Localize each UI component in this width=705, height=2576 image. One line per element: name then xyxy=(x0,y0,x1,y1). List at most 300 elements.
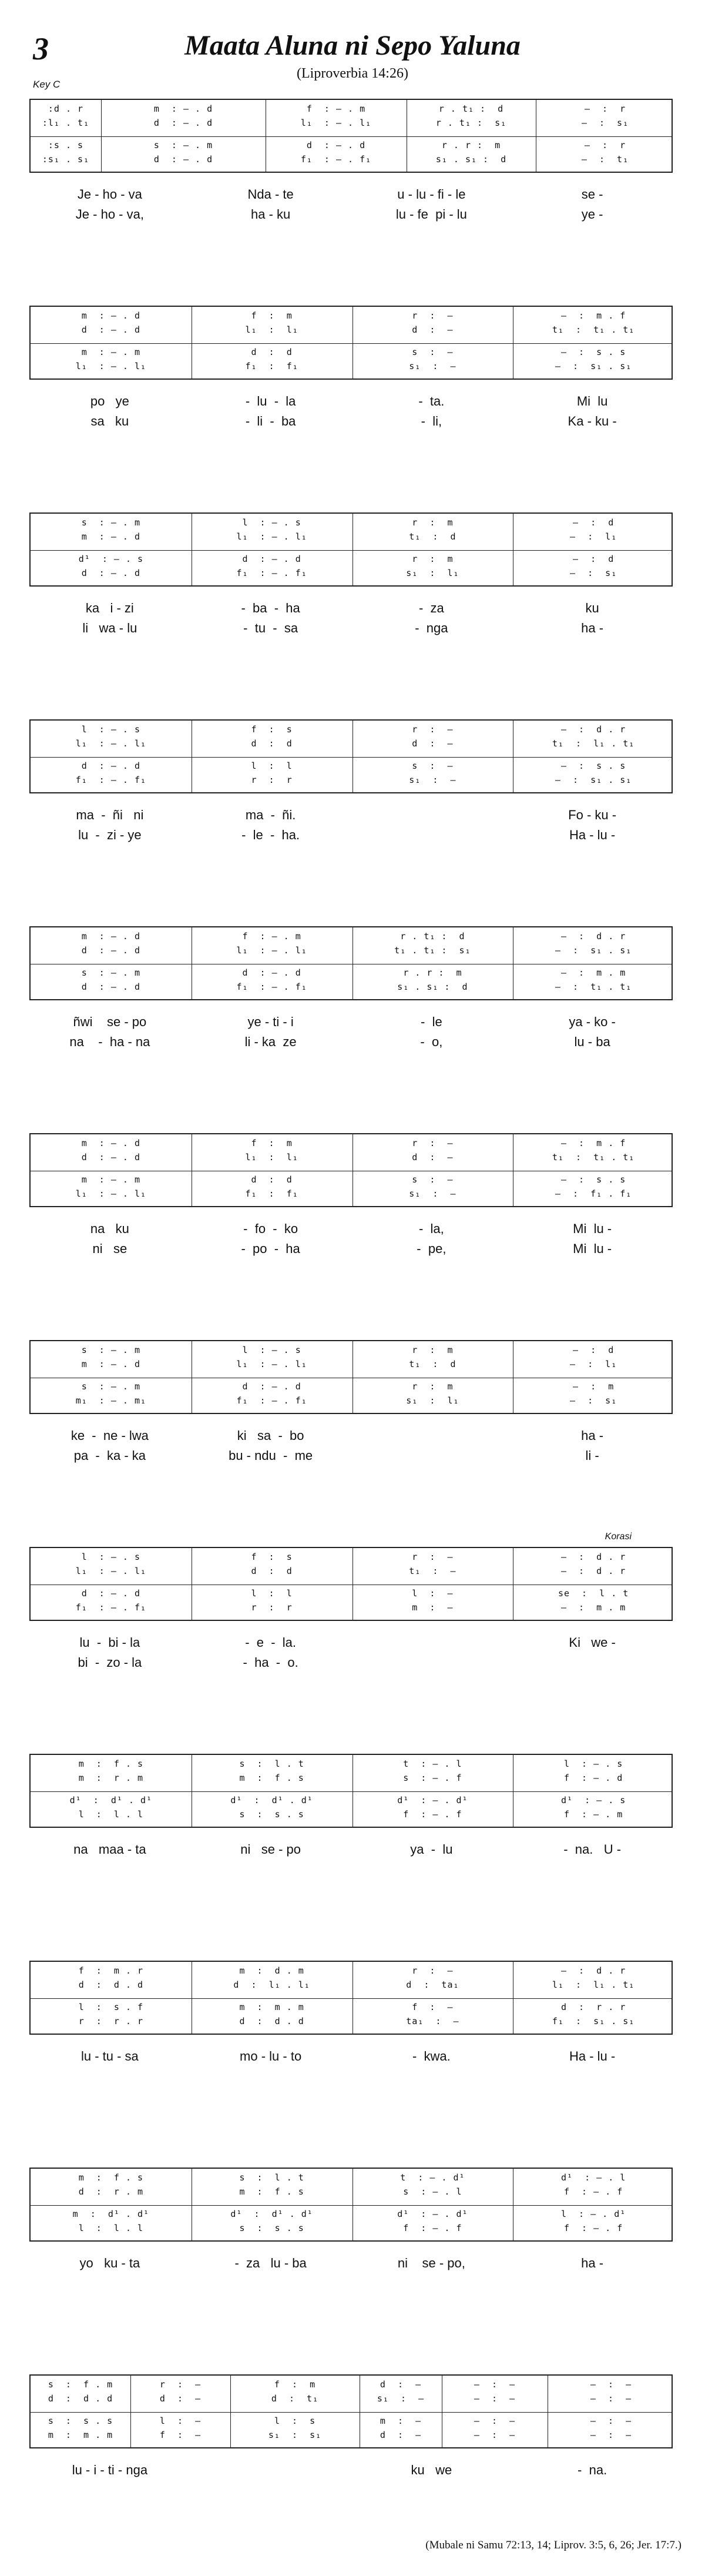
lyric-line xyxy=(29,1428,673,1448)
solfa-measure: d : – . d xyxy=(153,154,213,165)
lyric-line xyxy=(29,1241,673,1261)
solfa-measure: f : – . f xyxy=(403,1809,462,1820)
lyric-segment: ma - ñi ni xyxy=(76,808,144,822)
voice-row xyxy=(31,1395,672,1407)
chorus-label: Korasi xyxy=(605,1532,632,1542)
voice-row xyxy=(31,775,672,786)
voice-row xyxy=(31,2186,672,2198)
tonic-solfa-staff xyxy=(29,1961,673,2035)
solfa-measure: f : – . f xyxy=(403,2223,462,2233)
lyric-segment: - ha - o. xyxy=(243,1655,298,1670)
solfa-measure: r . t₁ : s₁ xyxy=(435,118,507,128)
solfa-measure: s : — xyxy=(412,761,454,771)
tonic-solfa-staff xyxy=(29,1133,673,1207)
lyric-line xyxy=(29,2256,673,2276)
solfa-measure: s : — xyxy=(412,1174,454,1185)
lyric-segment: lu - tu - sa xyxy=(80,2049,139,2064)
lyric-segment: Mi lu - xyxy=(573,1221,612,1236)
solfa-measure: r : m xyxy=(412,1345,454,1355)
solfa-measure: — : — xyxy=(474,2430,516,2440)
music-system xyxy=(29,719,673,847)
lyric-segment: - la, xyxy=(418,1221,444,1236)
solfa-measure: f : – . m xyxy=(242,931,301,942)
voice-row xyxy=(31,2002,672,2014)
solfa-measure: d : — xyxy=(380,2430,422,2440)
solfa-measure: l₁ : – . l₁ xyxy=(236,945,307,956)
voice-row xyxy=(31,1188,672,1200)
lyric-segment: - lu - la xyxy=(245,394,296,408)
tonic-solfa-staff xyxy=(29,306,673,380)
solfa-measure: l : — xyxy=(412,1588,454,1599)
solfa-measure: d : ta₁ xyxy=(406,1979,459,1990)
voice-row xyxy=(31,1979,672,1991)
solfa-measure: r : — xyxy=(412,724,454,735)
voice-row xyxy=(31,324,672,336)
lyric-segment: Mi lu xyxy=(576,394,608,408)
solfa-measure: l : l xyxy=(251,761,293,771)
voice-row xyxy=(31,1152,672,1164)
solfa-measure: t₁ : t₁ . t₁ xyxy=(552,1152,635,1163)
solfa-measure: m : – . m xyxy=(81,1174,141,1185)
lyric-segment: Je - ho - va, xyxy=(75,207,144,222)
solfa-measure: — : d . r xyxy=(560,1566,626,1576)
lyric-segment: yo ku - ta xyxy=(79,2256,140,2270)
solfa-measure: d : – . d xyxy=(242,967,301,978)
lyric-segment: Ha - lu - xyxy=(569,828,616,842)
solfa-measure: s₁ : — xyxy=(409,1188,456,1199)
solfa-measure: d : — xyxy=(412,1152,454,1163)
solfa-measure: d : – . d xyxy=(81,982,141,992)
solfa-measure: d : d . d xyxy=(78,1979,144,1990)
solfa-measure: m : – . d xyxy=(81,310,141,321)
lyric-segment: - ba - ha xyxy=(241,601,300,615)
solfa-measure: l : – . s xyxy=(81,1552,141,1562)
solfa-measure: t₁ : t₁ . t₁ xyxy=(552,324,635,335)
music-system xyxy=(29,926,673,1054)
staff-divider xyxy=(31,136,672,137)
solfa-measure: t₁ : d xyxy=(409,1359,456,1369)
solfa-measure: l : l xyxy=(251,1588,293,1599)
solfa-measure: d : – . d xyxy=(81,945,141,956)
lyric-segment: Fo - ku - xyxy=(568,808,617,822)
lyric-segment: bi - zo - la xyxy=(78,1655,142,1670)
solfa-measure: l : s xyxy=(274,2416,316,2426)
lyric-segment: - o, xyxy=(420,1034,443,1049)
lyric-segment: - e - la. xyxy=(245,1635,297,1650)
solfa-measure: t₁ : d xyxy=(409,531,456,542)
lyric-segment: ya - lu xyxy=(410,1842,453,1857)
lyric-segment: pa - ka - ka xyxy=(73,1448,146,1463)
voice-row xyxy=(31,1588,672,1600)
solfa-measure: s₁ : l₁ xyxy=(406,1395,459,1406)
solfa-measure: d¹ : – . s xyxy=(78,554,144,564)
voice-row xyxy=(31,310,672,322)
voice-row xyxy=(31,568,672,579)
lyric-segment: na maa - ta xyxy=(73,1842,146,1857)
solfa-measure: l₁ : – . l₁ xyxy=(75,1566,147,1576)
solfa-measure: d : d xyxy=(251,738,293,749)
lyric-segment: ye - ti - i xyxy=(247,1014,294,1029)
solfa-measure: d : d xyxy=(251,1174,293,1185)
voice-row xyxy=(31,761,672,772)
solfa-measure: :s₁ . s₁ xyxy=(42,154,90,165)
solfa-measure: — : s₁ . s₁ xyxy=(555,945,632,956)
solfa-measure: s : s . s xyxy=(239,1809,304,1820)
solfa-measure: s : – . m xyxy=(81,967,141,978)
voice-row xyxy=(31,738,672,750)
solfa-measure: — : f₁ . f₁ xyxy=(555,1188,632,1199)
footer-references: (Mubale ni Samu 72:13, 14; Liprov. 3:5, 6, 26; Jer. 17:7.) xyxy=(425,2539,682,2551)
solfa-measure: l₁ : l₁ . t₁ xyxy=(552,1979,635,1990)
lyric-segment: Mi lu - xyxy=(573,1241,612,1256)
solfa-measure: — : m . f xyxy=(560,310,626,321)
solfa-measure: f₁ : – . f₁ xyxy=(236,568,307,578)
solfa-measure: r : m xyxy=(412,517,454,528)
voice-row xyxy=(31,2393,672,2405)
voice-row xyxy=(31,1758,672,1770)
lyric-segment: Ha - lu - xyxy=(569,2049,616,2064)
solfa-measure: f₁ : – . f₁ xyxy=(300,154,372,165)
lyric-segment: ma - ñi. xyxy=(245,808,296,822)
solfa-measure: l : — xyxy=(159,2416,202,2426)
solfa-measure: — : t₁ xyxy=(581,154,629,165)
solfa-measure: t : – . d¹ xyxy=(400,2172,465,2183)
solfa-measure: s : l . t xyxy=(239,1758,304,1769)
solfa-measure: l₁ : l₁ xyxy=(245,1152,298,1163)
solfa-measure: r : m xyxy=(412,554,454,564)
lyric-segment: ha - ku xyxy=(250,207,291,222)
solfa-measure: r . r : m xyxy=(403,967,462,978)
solfa-measure: d : – . d xyxy=(153,118,213,128)
lyric-segment: ku xyxy=(585,601,599,615)
voice-row xyxy=(31,2430,672,2441)
solfa-measure: f : m xyxy=(251,310,293,321)
voice-row xyxy=(31,2016,672,2028)
lyric-segment: - ta. xyxy=(418,394,445,408)
lyric-segment: lu - ba xyxy=(574,1034,610,1049)
solfa-measure: d : – . d xyxy=(81,1152,141,1163)
solfa-measure: f₁ : – . f₁ xyxy=(236,982,307,992)
solfa-measure: s : s . s xyxy=(239,2223,304,2233)
solfa-measure: r : — xyxy=(412,310,454,321)
voice-row xyxy=(31,554,672,565)
music-system xyxy=(29,2168,673,2296)
solfa-measure: — : d . r xyxy=(560,931,626,942)
music-system xyxy=(29,306,673,434)
solfa-measure: l : s . f xyxy=(78,2002,144,2012)
solfa-measure: — : — xyxy=(590,2393,632,2404)
solfa-measure: d¹ : – . d¹ xyxy=(397,2209,468,2219)
voice-row xyxy=(31,517,672,529)
solfa-measure: r . t₁ : d xyxy=(400,931,465,942)
voice-row xyxy=(31,967,672,979)
solfa-measure: — : m xyxy=(573,1381,615,1392)
lyric-segment: na - ha - na xyxy=(69,1034,150,1049)
solfa-measure: l₁ : – . l₁ xyxy=(236,531,307,542)
lyric-line xyxy=(29,414,673,434)
voice-row xyxy=(31,1965,672,1977)
lyric-segment: se - xyxy=(581,187,603,202)
solfa-measure: r : — xyxy=(412,1552,454,1562)
lyric-segment: - kwa. xyxy=(412,2049,451,2064)
voice-row xyxy=(31,361,672,373)
solfa-measure: m : — xyxy=(380,2416,422,2426)
solfa-measure: s₁ . s₁ : d xyxy=(435,154,507,165)
solfa-measure: l : l . l xyxy=(78,2223,144,2233)
solfa-measure: s : – . m xyxy=(81,1345,141,1355)
solfa-measure: d : – . d xyxy=(81,568,141,578)
lyric-segment: - li - ba xyxy=(245,414,296,428)
voice-row xyxy=(31,1359,672,1371)
hymn-title: Maata Aluna ni Sepo Yaluna xyxy=(184,30,521,61)
solfa-measure: l : – . s xyxy=(563,1758,623,1769)
solfa-measure: t : – . l xyxy=(403,1758,462,1769)
lyric-segment: Ki we - xyxy=(569,1635,616,1650)
solfa-measure: — : d . r xyxy=(560,1965,626,1976)
solfa-measure: s : – . m xyxy=(153,140,213,150)
solfa-measure: f₁ : f₁ xyxy=(245,361,298,371)
solfa-measure: l₁ : – . l₁ xyxy=(300,118,372,128)
solfa-measure: — : m . m xyxy=(560,1602,626,1613)
solfa-measure: d¹ : – . s xyxy=(560,1795,626,1805)
lyric-segment: ha - xyxy=(581,1428,604,1443)
voice-row xyxy=(31,103,672,115)
solfa-measure: d : – . d xyxy=(81,761,141,771)
music-system xyxy=(29,2374,673,2503)
solfa-measure: d : l₁ . l₁ xyxy=(233,1979,310,1990)
lyric-line xyxy=(29,2483,673,2503)
solfa-measure: l₁ : – . l₁ xyxy=(75,738,147,749)
solfa-measure: — : m . m xyxy=(560,967,626,978)
solfa-measure: s₁ : s₁ xyxy=(268,2430,322,2440)
music-system xyxy=(29,1340,673,1468)
solfa-measure: — : — xyxy=(474,2416,516,2426)
tonic-solfa-staff xyxy=(29,2168,673,2242)
lyric-line xyxy=(29,394,673,414)
lyric-segment: - po - ha xyxy=(241,1241,300,1256)
lyric-line xyxy=(29,1635,673,1655)
solfa-measure: l₁ : – . l₁ xyxy=(75,361,147,371)
lyric-segment: u - lu - fi - le xyxy=(397,187,466,202)
solfa-measure: — : — xyxy=(590,2379,632,2390)
solfa-measure: r : m xyxy=(412,1381,454,1392)
solfa-measure: m : f . s xyxy=(239,2186,304,2197)
lyric-segment: ni se - po xyxy=(240,1842,301,1857)
lyric-segment: sa ku xyxy=(90,414,129,428)
staff-divider xyxy=(31,1998,672,1999)
solfa-measure: f : – . f xyxy=(563,2223,623,2233)
tonic-solfa-staff xyxy=(29,99,673,173)
solfa-measure: — : l₁ xyxy=(570,1359,617,1369)
lyric-segment: - le xyxy=(421,1014,442,1029)
solfa-measure: l : l . l xyxy=(78,1809,144,1820)
voice-row xyxy=(31,1381,672,1393)
tonic-solfa-staff xyxy=(29,2374,673,2448)
lyric-segment: ha - xyxy=(581,621,604,635)
lyric-segment: li wa - lu xyxy=(82,621,137,635)
music-system xyxy=(29,99,673,227)
lyric-segment: Je - ho - va xyxy=(77,187,142,202)
voice-row xyxy=(31,140,672,152)
solfa-measure: — : s₁ xyxy=(570,1395,617,1406)
lyric-segment: ñwi se - po xyxy=(73,1014,147,1029)
solfa-measure: — : d xyxy=(573,554,615,564)
solfa-measure: d : – . d xyxy=(242,1381,301,1392)
solfa-measure: d : d . d xyxy=(48,2393,113,2404)
lyric-segment: li - xyxy=(585,1448,599,1463)
solfa-measure: d : – . d xyxy=(81,1588,141,1599)
lyric-segment: bu - ndu - me xyxy=(229,1448,313,1463)
solfa-measure: m : – . d xyxy=(153,103,213,114)
solfa-measure: — : l₁ xyxy=(570,531,617,542)
solfa-measure: m : – . d xyxy=(81,531,141,542)
lyric-segment: - le - ha. xyxy=(241,828,300,842)
lyric-line xyxy=(29,207,673,227)
solfa-measure: f : s xyxy=(251,724,293,735)
lyric-line xyxy=(29,2069,673,2089)
lyric-segment: lu - fe pi - lu xyxy=(395,207,467,222)
voice-row xyxy=(31,154,672,166)
solfa-measure: d : r . m xyxy=(78,2186,144,2197)
lyric-segment: ku we xyxy=(411,2463,452,2477)
solfa-measure: r : r xyxy=(251,1602,293,1613)
solfa-measure: s₁ : — xyxy=(409,361,456,371)
lyric-segment: lu - zi - ye xyxy=(78,828,142,842)
lyric-line xyxy=(29,1034,673,1054)
solfa-measure: d¹ : d¹ . d¹ xyxy=(230,2209,313,2219)
solfa-measure: t₁ . t₁ : s₁ xyxy=(394,945,471,956)
lyric-segment: - pe, xyxy=(417,1241,446,1256)
voice-row xyxy=(31,2172,672,2184)
solfa-measure: s : f . m xyxy=(48,2379,113,2390)
voice-row xyxy=(31,1552,672,1563)
solfa-measure: f₁ : – . f₁ xyxy=(75,1602,147,1613)
solfa-measure: ta₁ : — xyxy=(406,2016,459,2026)
solfa-measure: — : t₁ . t₁ xyxy=(555,982,632,992)
lyric-segment: na ku xyxy=(90,1221,129,1236)
solfa-measure: — : r xyxy=(584,103,626,114)
solfa-measure: s : – . f xyxy=(403,1773,462,1783)
solfa-measure: m : d . m xyxy=(239,1965,304,1976)
solfa-measure: r : r xyxy=(251,775,293,785)
solfa-measure: s : — xyxy=(412,347,454,357)
solfa-measure: — : d . r xyxy=(560,1552,626,1562)
solfa-measure: d : — xyxy=(380,2379,422,2390)
lyric-segment: - na. xyxy=(578,2463,607,2477)
lyric-line xyxy=(29,1014,673,1034)
lyric-segment: - li, xyxy=(421,414,442,428)
lyric-segment: - tu - sa xyxy=(243,621,298,635)
lyric-line xyxy=(29,2049,673,2069)
solfa-measure: f₁ : – . f₁ xyxy=(75,775,147,785)
music-system xyxy=(29,1961,673,2089)
lyric-line xyxy=(29,621,673,641)
solfa-measure: l₁ : – . l₁ xyxy=(75,1188,147,1199)
solfa-measure: — : s₁ xyxy=(570,568,617,578)
solfa-measure: l₁ : – . l₁ xyxy=(236,1359,307,1369)
voice-row xyxy=(31,1602,672,1614)
solfa-measure: r : — xyxy=(412,1965,454,1976)
tonic-solfa-staff xyxy=(29,719,673,793)
solfa-measure: t₁ : l₁ . t₁ xyxy=(552,738,635,749)
solfa-measure: m : — xyxy=(412,1602,454,1613)
solfa-measure: :l₁ . t₁ xyxy=(42,118,90,128)
solfa-measure: s : s . s xyxy=(48,2416,113,2426)
lyric-segment: Nda - te xyxy=(247,187,294,202)
staff-divider xyxy=(31,550,672,551)
music-system xyxy=(29,512,673,641)
solfa-measure: m : m . m xyxy=(239,2002,304,2012)
solfa-measure: d : d . d xyxy=(239,2016,304,2026)
lyric-segment: ka i - zi xyxy=(85,601,134,615)
solfa-measure: d : – . d xyxy=(306,140,366,150)
lyric-segment: ha - xyxy=(581,2256,604,2270)
solfa-measure: d : d xyxy=(251,1566,293,1576)
solfa-measure: l : – . d¹ xyxy=(560,2209,626,2219)
solfa-measure: r . t₁ : d xyxy=(438,103,504,114)
solfa-measure: l : – . s xyxy=(242,1345,301,1355)
lyric-segment: - fo - ko xyxy=(243,1221,298,1236)
solfa-measure: r : — xyxy=(412,1138,454,1148)
solfa-measure: s : – . m xyxy=(81,517,141,528)
voice-row xyxy=(31,1174,672,1186)
solfa-measure: f₁ : – . f₁ xyxy=(236,1395,307,1406)
voice-row xyxy=(31,2223,672,2235)
solfa-measure: s : – . m xyxy=(81,1381,141,1392)
lyric-segment: - nga xyxy=(415,621,448,635)
solfa-measure: d¹ : – . l xyxy=(560,2172,626,2183)
solfa-measure: — : m . f xyxy=(560,1138,626,1148)
lyric-segment: ke - ne - lwa xyxy=(70,1428,149,1443)
solfa-measure: s₁ : — xyxy=(409,775,456,785)
lyric-line xyxy=(29,2463,673,2483)
music-system xyxy=(29,1754,673,1882)
tonic-solfa-staff xyxy=(29,926,673,1000)
solfa-measure: s : l . t xyxy=(239,2172,304,2183)
solfa-measure: f : – . f xyxy=(563,2186,623,2197)
lyric-segment: ni se xyxy=(92,1241,127,1256)
solfa-measure: m : f . s xyxy=(78,1758,144,1769)
solfa-measure: — : s . s xyxy=(560,347,626,357)
music-system xyxy=(29,1133,673,1261)
lyric-segment: - na. U - xyxy=(563,1842,622,1857)
solfa-measure: — : r xyxy=(584,140,626,150)
lyric-segment: lu - bi - la xyxy=(79,1635,140,1650)
solfa-measure: d : r . r xyxy=(560,2002,626,2012)
solfa-measure: — : — xyxy=(474,2393,516,2404)
solfa-measure: d : — xyxy=(412,324,454,335)
voice-row xyxy=(31,2416,672,2427)
staff-divider xyxy=(31,343,672,344)
voice-row xyxy=(31,1795,672,1807)
solfa-measure: se : l . t xyxy=(558,1588,629,1599)
lyric-line xyxy=(29,808,673,828)
solfa-measure: :d . r xyxy=(48,103,84,114)
lyric-line xyxy=(29,2276,673,2296)
solfa-measure: — : s₁ xyxy=(581,118,629,128)
solfa-measure: f₁ : f₁ xyxy=(245,1188,298,1199)
solfa-measure: d¹ : d¹ . d¹ xyxy=(69,1795,153,1805)
solfa-measure: m : – . d xyxy=(81,1359,141,1369)
solfa-measure: d : — xyxy=(412,738,454,749)
solfa-measure: m : – . m xyxy=(81,347,141,357)
solfa-measure: s : – . l xyxy=(403,2186,462,2197)
solfa-measure: d : – . d xyxy=(242,554,301,564)
solfa-measure: f : – . m xyxy=(306,103,366,114)
lyric-segment: mo - lu - to xyxy=(240,2049,302,2064)
lyric-line xyxy=(29,1862,673,1882)
lyric-segment: Ka - ku - xyxy=(568,414,617,428)
